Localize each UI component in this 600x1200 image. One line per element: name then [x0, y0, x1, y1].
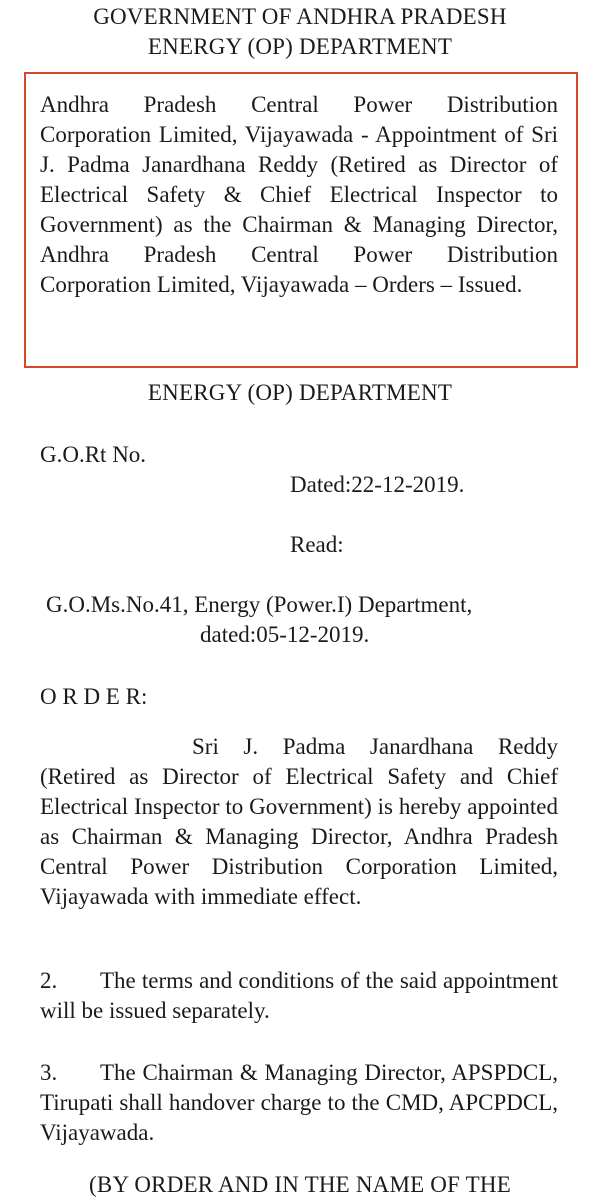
- reference-line-2: dated:05-12-2019.: [200, 622, 370, 647]
- subject-text: Andhra Pradesh Central Power Distribution Corporation Limited, Vijayawada - Appointment of Sri J. Padma Janardhana Reddy (Retired as Director of Electrical Safety & Chief Electrical Inspector to Government) as the Chairman & Managing Director, Andhra Pradesh Central Power Distribution Corporation Limited, Vijayawada – Orders – Issued.: [40, 92, 558, 297]
- order-paragraph-2: [40, 966, 558, 1026]
- government-heading: GOVERNMENT OF ANDHRA PRADESH: [93, 4, 507, 29]
- reference-line-1: G.O.Ms.No.41, Energy (Power.I) Department,: [46, 592, 473, 617]
- footer-partial: (BY ORDER AND IN THE NAME OF THE: [89, 1172, 511, 1197]
- paragraph-2-number: 2.: [40, 968, 58, 993]
- department-line: ENERGY (OP) DEPARTMENT: [147, 380, 453, 405]
- dated: Dated:22-12-2019.: [290, 472, 465, 497]
- go-number: G.O.Rt No.: [40, 442, 147, 467]
- read-label: Read:: [290, 532, 344, 557]
- department-heading: ENERGY (OP) DEPARTMENT: [147, 34, 453, 59]
- order-paragraph-3: [40, 1058, 558, 1148]
- paragraph-3-number: 3.: [40, 1060, 58, 1085]
- order-heading: O R D E R:: [40, 684, 148, 709]
- order-paragraph-1: Sri J. Padma Janardhana Reddy (Retired as Director of Electrical Safety and Chief Electrical Inspector to Government) is hereby appointed as Chairman & Managing Director, Andhra Pradesh Central Power Distribution Corporation Limited, Vijayawada with immediate effect.: [40, 734, 558, 909]
- paragraph-2-text: The terms and conditions of the said appointment will be issued separately.: [40, 968, 558, 1023]
- paragraph-3-text: The Chairman & Managing Director, APSPDCL, Tirupati shall handover charge to the CMD, APCPDCL, Vijayawada.: [40, 1060, 558, 1145]
